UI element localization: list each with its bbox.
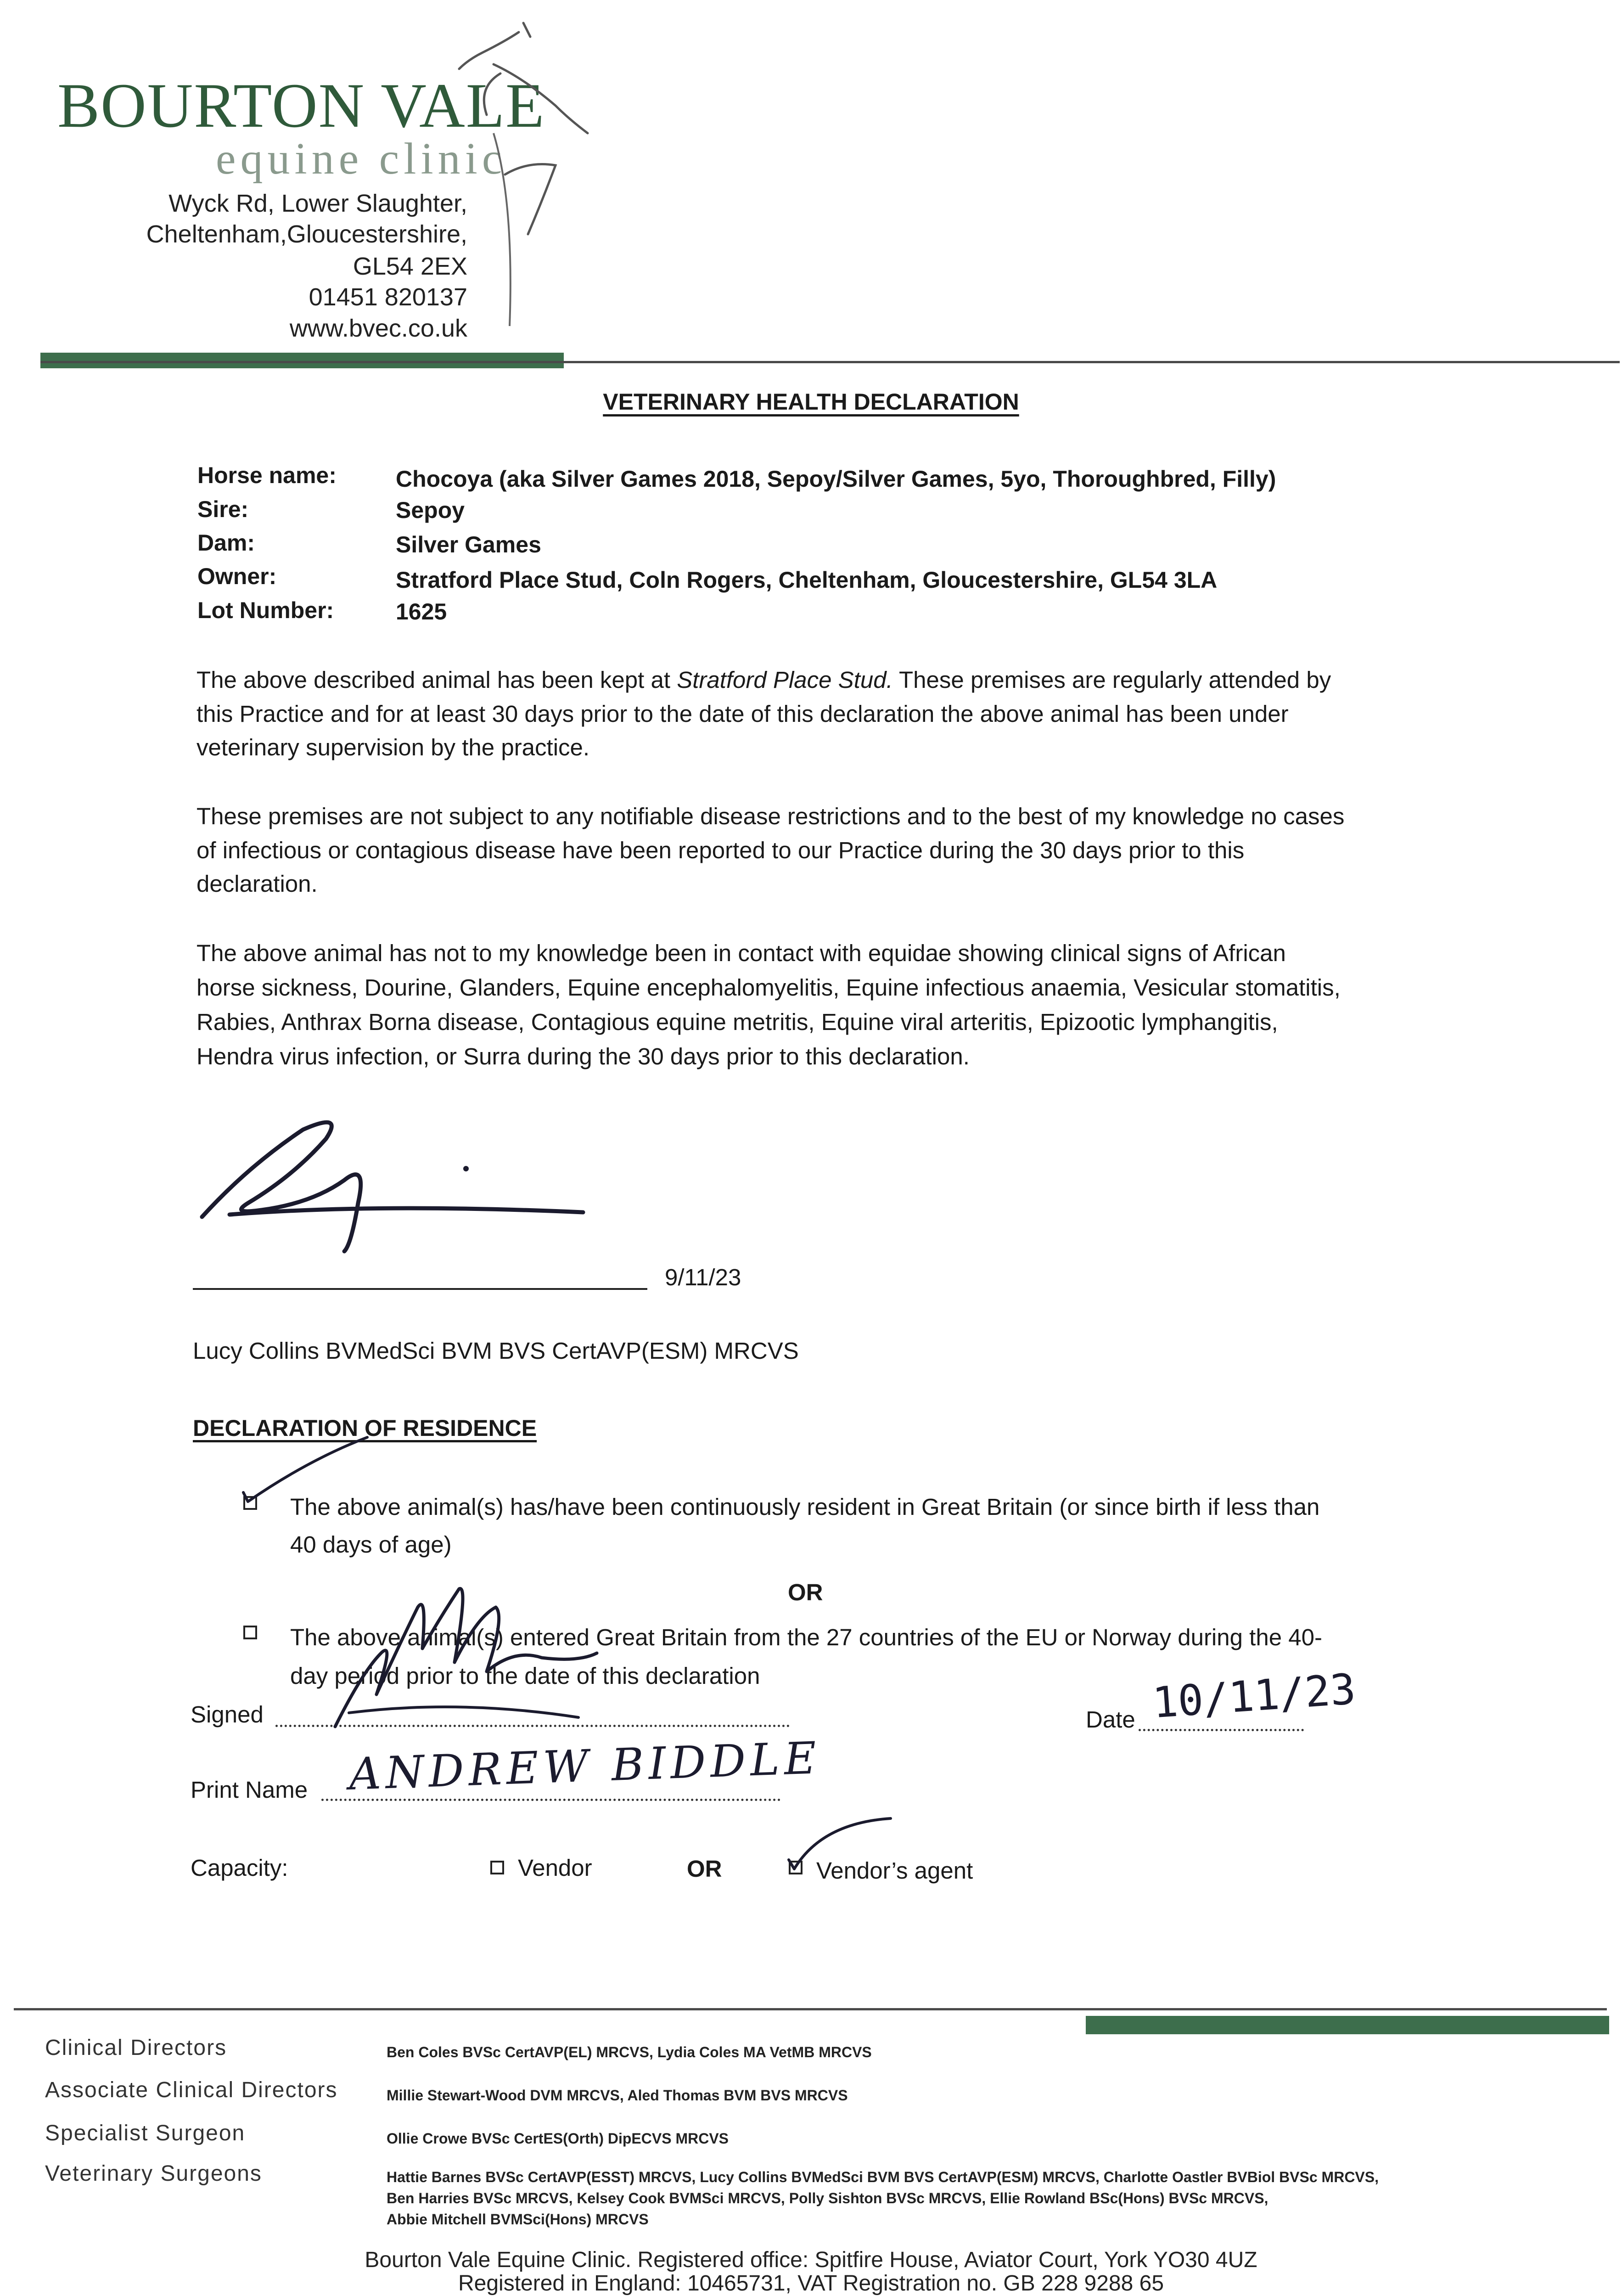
date-dotted-line (1139, 1729, 1304, 1731)
header-rule (40, 361, 1620, 363)
address-line-1: Wyck Rd, Lower Slaughter, (168, 190, 467, 217)
footer-rule (14, 2008, 1607, 2010)
para1-line2: this Practice and for at least 30 days prior to the date of this declaration the above animal has been under (196, 701, 1289, 727)
page-title: VETERINARY HEALTH DECLARATION (603, 389, 1019, 415)
para3-line3: Rabies, Anthrax Borna disease, Contagious equine metritis, Equine viral arteritis, Epizootic lymphangitis, (196, 1009, 1278, 1035)
clinic-brand-name: BOURTON VALE (57, 70, 545, 141)
registered-office: Bourton Vale Equine Clinic. Registered office: Spitfire House, Aviator Court, York YO30 4UZ (365, 2248, 1257, 2272)
capacity-label: Capacity: (191, 1855, 288, 1881)
checkmark-icon (785, 1809, 900, 1883)
horse-name-label: Horse name: (197, 462, 337, 488)
company-registration: Registered in England: 10465731, VAT Registration no. GB 228 9288 65 (458, 2271, 1164, 2296)
vendors-agent-label: Vendor’s agent (816, 1857, 973, 1884)
handwritten-print-name: ANDREW BIDDLE (348, 1732, 822, 1800)
handwritten-date: 10/11/23 (1151, 1664, 1358, 1728)
dam-label: Dam: (197, 530, 255, 556)
para3-line4: Hendra virus infection, or Surra during the 30 days prior to this declaration. (196, 1043, 970, 1069)
footer-veterinary-surgeons-line2: Ben Harries BVSc MRCVS, Kelsey Cook BVMSci MRCVS, Polly Sishton BVSc MRCVS, Ellie Rowland BSc(Hons) BVSc MRCVS, (387, 2190, 1268, 2206)
footer-veterinary-surgeons-label: Veterinary Surgeons (45, 2161, 262, 2186)
signed-label: Signed (191, 1701, 264, 1728)
footer-veterinary-surgeons-line3: Abbie Mitchell BVMSci(Hons) MRCVS (387, 2211, 649, 2228)
sire-label: Sire: (197, 496, 249, 522)
footer-clinical-directors: Ben Coles BVSc CertAVP(EL) MRCVS, Lydia Coles MA VetMB MRCVS (387, 2044, 872, 2060)
option2-line2: day period prior to the date of this declaration (290, 1663, 760, 1689)
owner-value: Stratford Place Stud, Coln Rogers, Cheltenham, Gloucestershire, GL54 3LA (396, 567, 1218, 593)
para3-line1: The above animal has not to my knowledge been in contact with equidae showing clinical signs of African (196, 940, 1286, 966)
vendor-checkbox[interactable] (490, 1861, 504, 1874)
lot-number-label: Lot Number: (197, 597, 334, 623)
vet-name: Lucy Collins BVMedSci BVM BVS CertAVP(ESM) MRCVS (193, 1338, 799, 1364)
para2-line1: These premises are not subject to any notifiable disease restrictions and to the best of my knowledge no cases (196, 803, 1345, 829)
clinic-website: www.bvec.co.uk (289, 315, 467, 342)
capacity-or-separator: OR (687, 1856, 722, 1882)
footer-veterinary-surgeons-line1: Hattie Barnes BVSc CertAVP(ESST) MRCVS, Lucy Collins BVMedSci BVM BVS CertAVP(ESM) MRCVS, Charlotte Oastler BVBiol BVSc MRCVS, (387, 2169, 1379, 2185)
address-line-2: Cheltenham,Gloucestershire, (146, 220, 467, 248)
vet-signature-line (193, 1288, 647, 1290)
lot-number-value: 1625 (396, 599, 447, 625)
vet-signature-date: 9/11/23 (665, 1264, 741, 1290)
residence-heading: DECLARATION OF RESIDENCE (193, 1415, 537, 1441)
print-name-dotted-line (321, 1799, 780, 1801)
footer-specialist-surgeon-label: Specialist Surgeon (45, 2121, 246, 2145)
sire-value: Sepoy (396, 497, 465, 523)
footer-specialist-surgeon: Ollie Crowe BVSc CertES(Orth) DipECVS MRCVS (387, 2130, 729, 2147)
header-rule-accent (40, 353, 564, 368)
para3-line2: horse sickness, Dourine, Glanders, Equine encephalomyelitis, Equine infectious anaemia, Vesicular stomatitis, (196, 974, 1341, 1001)
option1-line1: The above animal(s) has/have been continuously resident in Great Britain (or since birth if less than (290, 1494, 1320, 1520)
para2-line2: of infectious or contagious disease have been reported to our Practice during the 30 days prior to this (196, 837, 1245, 863)
vendor-label: Vendor (518, 1855, 592, 1881)
footer-clinical-directors-label: Clinical Directors (45, 2036, 227, 2060)
or-separator: OR (788, 1579, 823, 1605)
para1-line1: The above described animal has been kept at Stratford Place Stud. These premises are regularly attended by (196, 667, 1331, 693)
date-label: Date (1086, 1706, 1135, 1733)
footer-associate-directors: Millie Stewart-Wood DVM MRCVS, Aled Thomas BVM BVS MRCVS (387, 2087, 848, 2104)
horse-logo-icon (450, 9, 615, 331)
option1-line2: 40 days of age) (290, 1531, 452, 1558)
para1-line3: veterinary supervision by the practice. (196, 734, 590, 760)
address-postcode: GL54 2EX (353, 253, 467, 280)
premises-name: Stratford Place Stud. (677, 667, 893, 693)
eu-entry-checkbox[interactable] (243, 1626, 257, 1639)
dam-value: Silver Games (396, 532, 541, 557)
clinic-brand-subtitle: equine clinic (216, 134, 507, 184)
vet-signature (193, 1111, 597, 1263)
agent-signature (321, 1580, 606, 1736)
footer-rule-accent (1086, 2016, 1609, 2034)
checkmark-icon (239, 1433, 376, 1511)
horse-name-value: Chocoya (aka Silver Games 2018, Sepoy/Silver Games, 5yo, Thoroughbred, Filly) (396, 466, 1276, 492)
footer-associate-directors-label: Associate Clinical Directors (45, 2078, 338, 2102)
clinic-phone: 01451 820137 (309, 283, 467, 311)
print-name-label: Print Name (191, 1777, 308, 1803)
owner-label: Owner: (197, 563, 277, 589)
para2-line3: declaration. (196, 871, 318, 897)
option2-line1: The above animal(s) entered Great Britain from the 27 countries of the EU or Norway during the 40- (290, 1624, 1322, 1650)
